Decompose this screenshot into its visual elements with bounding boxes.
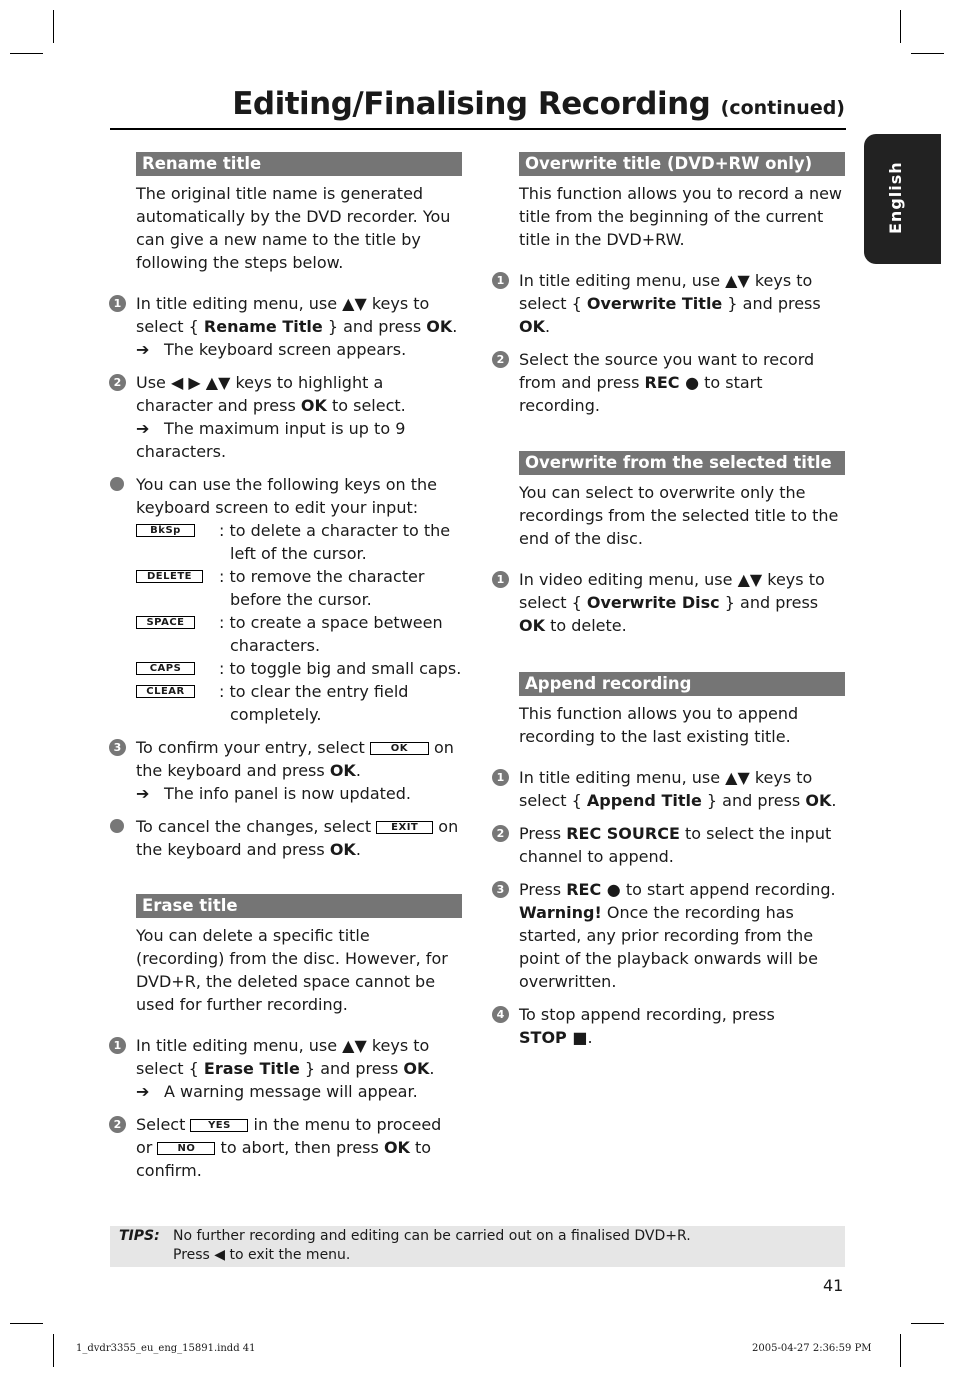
crop-mark bbox=[900, 1334, 901, 1367]
tips-label: TIPS: bbox=[119, 1228, 160, 1244]
step-number-1: 1 bbox=[492, 272, 509, 289]
key-row bbox=[136, 519, 462, 565]
ok-key: OK bbox=[370, 742, 429, 755]
key-description: : to remove the character before the cursor. bbox=[219, 567, 425, 609]
step-number-2: 2 bbox=[492, 825, 509, 842]
keyboard-key: SPACE bbox=[136, 616, 195, 629]
title-rule bbox=[110, 128, 846, 130]
step-number-4: 4 bbox=[492, 1006, 509, 1023]
left-column bbox=[113, 152, 462, 1182]
arrow-right-icon: ➔ bbox=[136, 1082, 150, 1101]
crop-mark bbox=[900, 10, 901, 43]
right-column bbox=[496, 152, 845, 1049]
section-heading-append: Append recording bbox=[519, 672, 845, 696]
rename-cancel-note: To cancel the changes, select EXIT on the keyboard and press OK. bbox=[136, 815, 462, 861]
overwrite-selected-step-1: 1 In video editing menu, use ▲▼ keys to select { Overwrite Disc } and press OK to delete. bbox=[519, 568, 845, 637]
step-number-3: 3 bbox=[109, 739, 126, 756]
erase-step-2: 2 Select YES in the menu to proceed or NO to abort, then press OK to confirm. bbox=[136, 1113, 462, 1182]
language-label: English bbox=[886, 161, 905, 234]
append-step-1: 1 In title editing menu, use ▲▼ keys to select { Append Title } and press OK. bbox=[519, 766, 845, 812]
rename-intro: The original title name is generated automatically by the DVD recorder. You can give a new name to the title by following the steps below. bbox=[136, 184, 451, 272]
erase-intro: You can delete a specific title (recording) from the disc. However, for DVD+R, the deleted space cannot be used for further recording. bbox=[136, 926, 448, 1014]
key-description: : to clear the entry field completely. bbox=[219, 682, 409, 724]
step-number-2: 2 bbox=[492, 351, 509, 368]
tips-text: No further recording and editing can be carried out on a finalised DVD+R. Press ◀ to exit the menu. bbox=[173, 1228, 691, 1263]
key-row bbox=[136, 657, 462, 680]
bullet-icon bbox=[110, 819, 124, 833]
step-number-1: 1 bbox=[492, 769, 509, 786]
keys-list bbox=[136, 519, 462, 726]
append-step-2: 2 Press REC SOURCE to select the input channel to append. bbox=[519, 822, 845, 868]
key-description: : to create a space between characters. bbox=[219, 613, 443, 655]
overwrite-selected-intro: You can select to overwrite only the recordings from the selected title to the end of the disc. bbox=[519, 483, 839, 548]
step-number-3: 3 bbox=[492, 881, 509, 898]
tips-box bbox=[110, 1226, 845, 1267]
language-tab bbox=[864, 134, 941, 264]
overwrite-step-1: 1 In title editing menu, use ▲▼ keys to select { Overwrite Title } and press OK. bbox=[519, 269, 845, 338]
step-number-2: 2 bbox=[109, 1116, 126, 1133]
crop-mark bbox=[911, 53, 944, 54]
rename-step-2: 2 Use ◀ ▶ ▲▼ keys to highlight a character and press OK to select. ➔ The maximum input is up to 9 characters. bbox=[136, 371, 462, 463]
key-description: : to toggle big and small caps. bbox=[219, 659, 462, 678]
crop-mark bbox=[10, 1323, 43, 1324]
crop-mark bbox=[911, 1323, 944, 1324]
rename-keys-note: You can use the following keys on the keyboard screen to edit your input: bbox=[136, 473, 462, 519]
keyboard-key: CAPS bbox=[136, 662, 195, 675]
page-title: Editing/Finalising Recording (continued) bbox=[232, 86, 845, 122]
footer-file: 1_dvdr3355_eu_eng_15891.indd 41 bbox=[76, 1343, 256, 1354]
section-heading-rename: Rename title bbox=[136, 152, 462, 176]
rename-step-3: 3 To confirm your entry, select OK on the keyboard and press OK. ➔ The info panel is now updated. bbox=[136, 736, 462, 805]
crop-mark bbox=[53, 1334, 54, 1367]
erase-step-1: 1 In title editing menu, use ▲▼ keys to select { Erase Title } and press OK. ➔ A warning message will appear. bbox=[136, 1034, 462, 1103]
keyboard-key: CLEAR bbox=[136, 685, 195, 698]
footer-date: 2005-04-27 2:36:59 PM bbox=[752, 1343, 872, 1354]
step-number-2: 2 bbox=[109, 374, 126, 391]
step-number-1: 1 bbox=[109, 1037, 126, 1054]
overwrite-intro: This function allows you to record a new title from the beginning of the current title in the DVD+RW. bbox=[519, 184, 843, 249]
exit-key: EXIT bbox=[376, 821, 433, 834]
arrow-right-icon: ➔ bbox=[136, 784, 150, 803]
key-row bbox=[136, 680, 462, 726]
bullet-icon bbox=[110, 477, 124, 491]
no-key: NO bbox=[157, 1142, 215, 1155]
crop-mark bbox=[10, 53, 43, 54]
keyboard-key: DELETE bbox=[136, 570, 203, 583]
key-row bbox=[136, 565, 462, 611]
section-heading-erase: Erase title bbox=[136, 894, 462, 918]
continued-label: (continued) bbox=[720, 97, 845, 119]
arrow-right-icon: ➔ bbox=[136, 340, 150, 359]
rename-step-1: 1 In title editing menu, use ▲▼ keys to select { Rename Title } and press OK. ➔ The keyboard screen appears. bbox=[136, 292, 462, 361]
keyboard-key: BkSp bbox=[136, 524, 195, 537]
yes-key: YES bbox=[190, 1119, 248, 1132]
key-row bbox=[136, 611, 462, 657]
section-heading-overwrite-selected: Overwrite from the selected title bbox=[519, 451, 845, 475]
overwrite-step-2: 2 Select the source you want to record from and press REC ● to start recording. bbox=[519, 348, 845, 417]
section-heading-overwrite: Overwrite title (DVD+RW only) bbox=[519, 152, 845, 176]
append-step-3: 3 Press REC ● to start append recording. Warning! Once the recording has started, any prior recording from the point of the playback onwards will be overwritten. bbox=[519, 878, 845, 993]
step-number-1: 1 bbox=[492, 571, 509, 588]
append-step-4: 4 To stop append recording, press STOP ■. bbox=[519, 1003, 845, 1049]
key-description: : to delete a character to the left of the cursor. bbox=[219, 521, 451, 563]
crop-mark bbox=[53, 10, 54, 43]
arrow-right-icon: ➔ bbox=[136, 419, 150, 438]
page-number: 41 bbox=[823, 1276, 844, 1295]
step-number-1: 1 bbox=[109, 295, 126, 312]
append-intro: This function allows you to append recording to the last existing title. bbox=[519, 704, 799, 746]
